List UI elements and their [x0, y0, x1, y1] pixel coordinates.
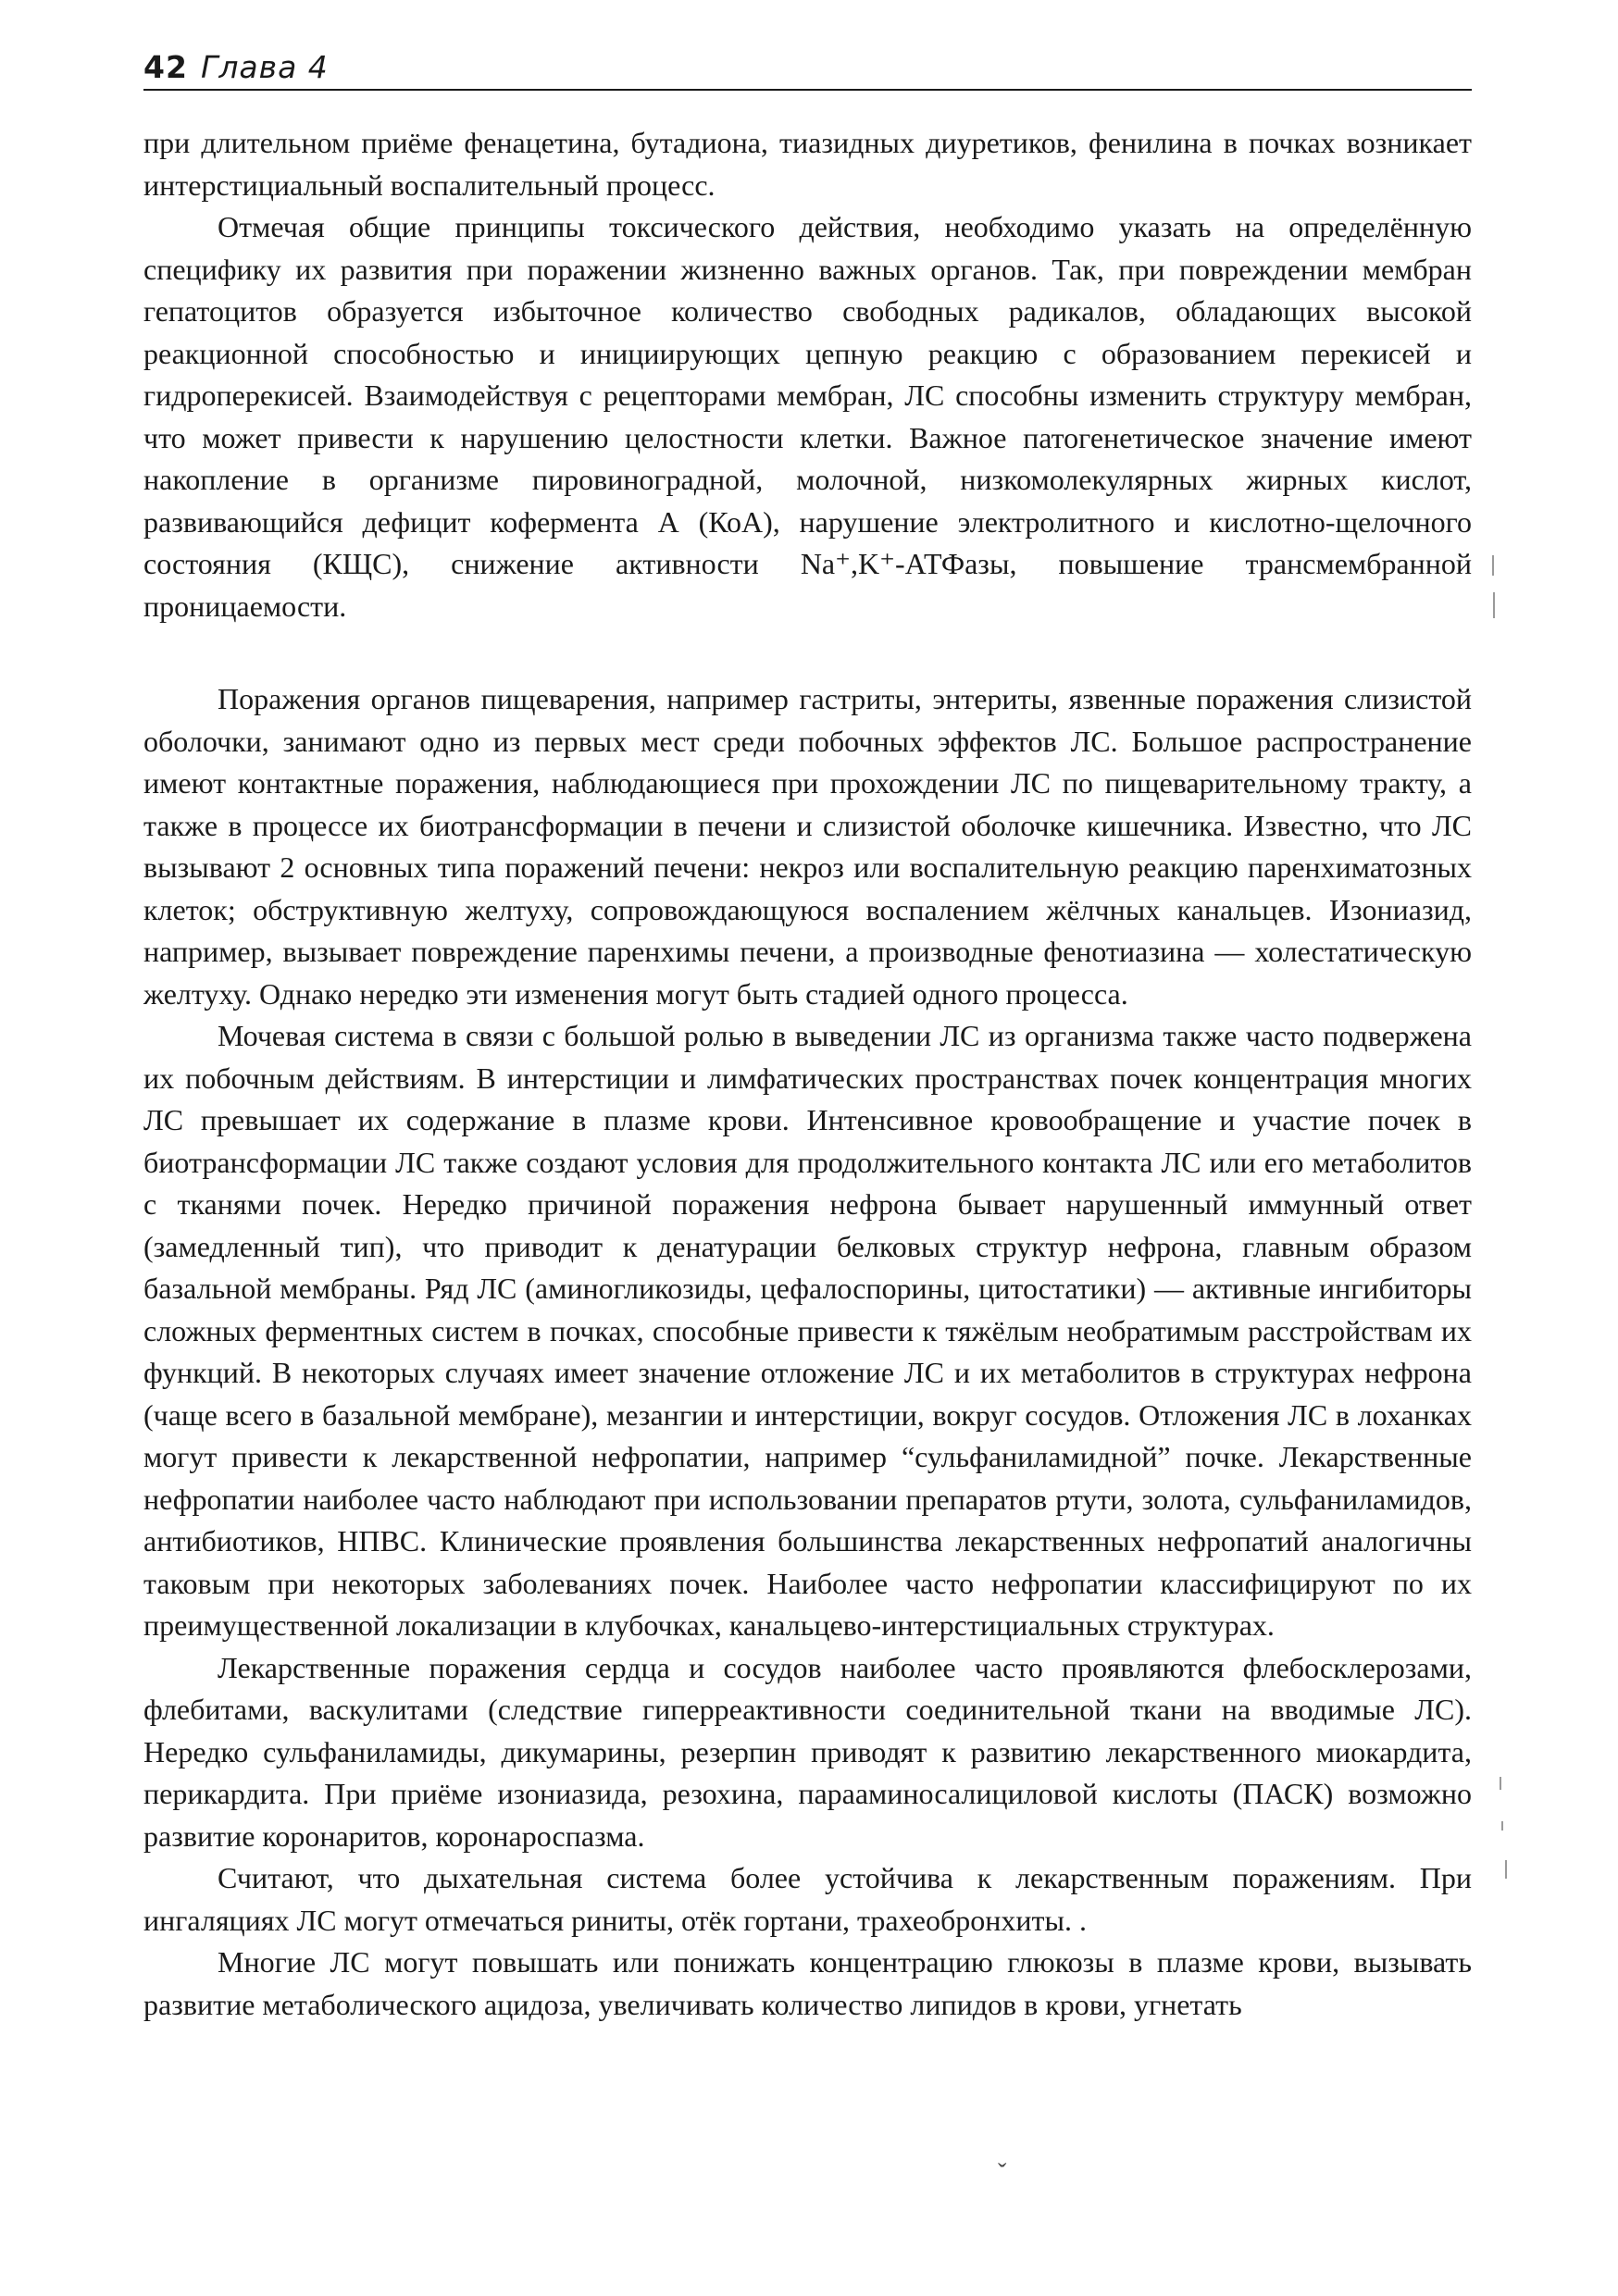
paragraph-toxic-principles: Отмечая общие принципы токсического действия, необходимо указать на определённую специфику их развития при поражении жизненно важных органов. Так, при повреждении мембран гепатоцитов образуется избыточное количество свободных радикалов, обладающих высокой реакционной способностью и инициирующих цепную реакцию с образованием перекисей и гидроперекисей. Взаимодействуя с рецепторами мембран, ЛС способны изменить структуру мембран, что может привести к нарушению целостности клетки. Важное патогенетическое значение имеют накопление в организме пировиноградной, молочной, низкомолекулярных жирных кислот, развивающийся дефицит кофермента А (КоА), нарушение электролитного и кислотно-щелочного состояния (КЩС), снижение активности Na⁺,K⁺-АТФазы, повышение трансмембранной проницаемости. — [143, 210, 1472, 623]
paragraph-urinary: Мочевая система в связи с большой ролью в выведении ЛС из организма также часто подвержена их побочным действиям. В интерстиции и лимфатических пространствах почек концентрация многих ЛС превышает их содержание в плазме крови. Интенсивное кровообращение и участие почек в биотрансформации ЛС также создают условия для продолжительного контакта ЛС или его метаболитов с тканями почек. Нередко причиной поражения нефрона бывает нарушенный иммунный ответ (замедленный тип), что приводит к денатурации белковых структур нефрона, главным образом базальной мембраны. Ряд ЛС (аминогликозиды, цефалоспорины, цитостатики) — активные ингибиторы сложных ферментных систем в почках, способные привести к тяжёлым необратимым расстройствам их функций. В некоторых случаях имеет значение отложение ЛС и их метаболитов в структурах нефрона (чаще всего в базальной мембране), мезангии и интерстиции, вокруг сосудов. Отложения ЛС в лоханках могут привести к лекарственной нефропатии, например “сульфаниламидной” почке. Лекарственные нефропатии наиболее часто наблюдают при использовании препаратов ртути, золота, сульфаниламидов, антибиотиков, НПВС. Клинические проявления большинства лекарственных нефропатий аналогичны таковым при некоторых заболеваниях почек. Наиболее часто нефропатии классифицируют по их преимущественной локализации в клубочках, канальцево-интерстициальных структурах. — [143, 1019, 1472, 1642]
scan-artifact-mark — [1493, 592, 1495, 618]
paragraph-metabolic: Многие ЛС могут повышать или понижать концентрацию глюкозы в плазме крови, вызывать развитие метаболического ацидоза, увеличивать количество липидов в крови, угнетать — [143, 1945, 1472, 2021]
running-header — [143, 46, 1472, 91]
chapter-title: Глава 4 — [200, 49, 329, 85]
body-text — [143, 122, 1472, 2026]
scan-artifact-mark — [1505, 1860, 1507, 1879]
scan-artifact-mark — [1501, 1821, 1503, 1831]
paragraph-cardiovascular: Лекарственные поражения сердца и сосудов наиболее часто проявляются флебосклерозами, флебитами, васкулитами (следствие гиперреактивности соединительной ткани на вводимые ЛС). Нередко сульфаниламиды, дикумарины, резерпин приводят к развитию лекарственного миокардита, перикардита. При приёме изониазида, резохина, парааминосалициловой кислоты (ПАСК) возможно развитие коронаритов, коронароспазма. — [143, 1650, 1472, 1853]
scan-artifact-dot: ˇ — [998, 2159, 1007, 2188]
scan-artifact-mark — [1500, 1777, 1501, 1790]
paragraph-continuation: при длительном приёме фенацетина, бутадиона, тиазидных диуретиков, фенилина в почках возникает интерстициальный воспалительный процесс. — [143, 126, 1472, 202]
page-number: 42 — [143, 49, 188, 85]
paragraph-digestive: Поражения органов пищеварения, например гастриты, энтериты, язвенные поражения слизистой оболочки, занимают одно из первых мест среди побочных эффектов ЛС. Большое распространение имеют контактные поражения, наблюдающиеся при прохождении ЛС по пищеварительному тракту, а также в процессе их биотрансформации в печени и слизистой оболочке кишечника. Известно, что ЛС вызывают 2 основных типа поражений печени: некроз или воспалительную реакцию паренхиматозных клеток; обструктивную желтуху, сопровождающуюся воспалением жёлчных канальцев. Изониазид, например, вызывает повреждение паренхимы печени, а производные фенотиазина — холестатическую желтуху. Однако нередко эти изменения могут быть стадией одного процесса. — [143, 682, 1472, 1011]
scan-artifact-mark — [1492, 555, 1494, 576]
paragraph-respiratory: Считают, что дыхательная система более устойчива к лекарственным поражениям. При ингаляциях ЛС могут отмечаться риниты, отёк гортани, трахеобронхиты. . — [143, 1861, 1472, 1937]
